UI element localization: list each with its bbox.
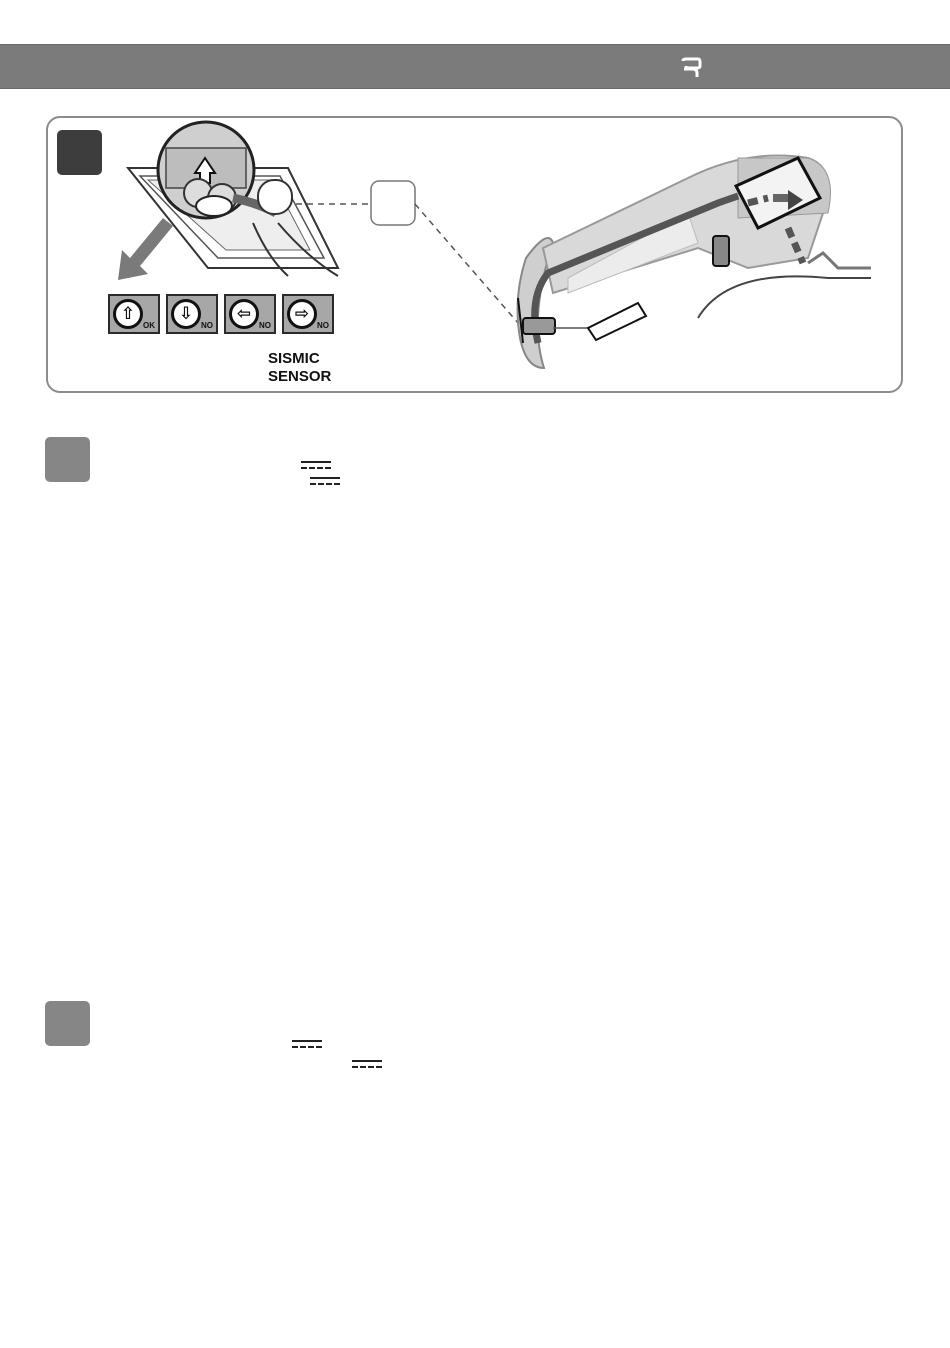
dc-symbol-icon [310, 477, 340, 487]
step-badge-1 [57, 130, 102, 175]
button-down [166, 294, 218, 334]
button-right [282, 294, 334, 334]
installation-illustration [48, 118, 905, 395]
arrow-right-icon: ⇨ [287, 299, 317, 329]
step-badge-3 [45, 1001, 90, 1046]
brand-logo-icon [680, 57, 704, 79]
arrow-up-icon: ⇧ [113, 299, 143, 329]
sensor-label-line-1: SISMIC [268, 350, 320, 367]
dc-symbol-icon [352, 1060, 382, 1070]
arrow-down-icon: ⇩ [171, 299, 201, 329]
callout-box [371, 181, 415, 225]
button-tag: NO [259, 321, 271, 330]
figure-panel [46, 116, 903, 393]
button-tag: OK [143, 321, 155, 330]
header-bar [0, 44, 950, 89]
button-left [224, 294, 276, 334]
button-tag: NO [317, 321, 329, 330]
arrow-left-icon: ⇦ [229, 299, 259, 329]
sensor-label-line-2: SENSOR [268, 368, 332, 385]
sensor-label [268, 350, 331, 386]
dc-symbol-icon [301, 461, 331, 471]
button-up [108, 294, 160, 334]
step-badge-2 [45, 437, 90, 482]
dc-symbol-icon [292, 1040, 322, 1050]
mirror-drawing [518, 156, 871, 369]
button-tag: NO [201, 321, 213, 330]
sensor-board-drawing [118, 122, 338, 280]
